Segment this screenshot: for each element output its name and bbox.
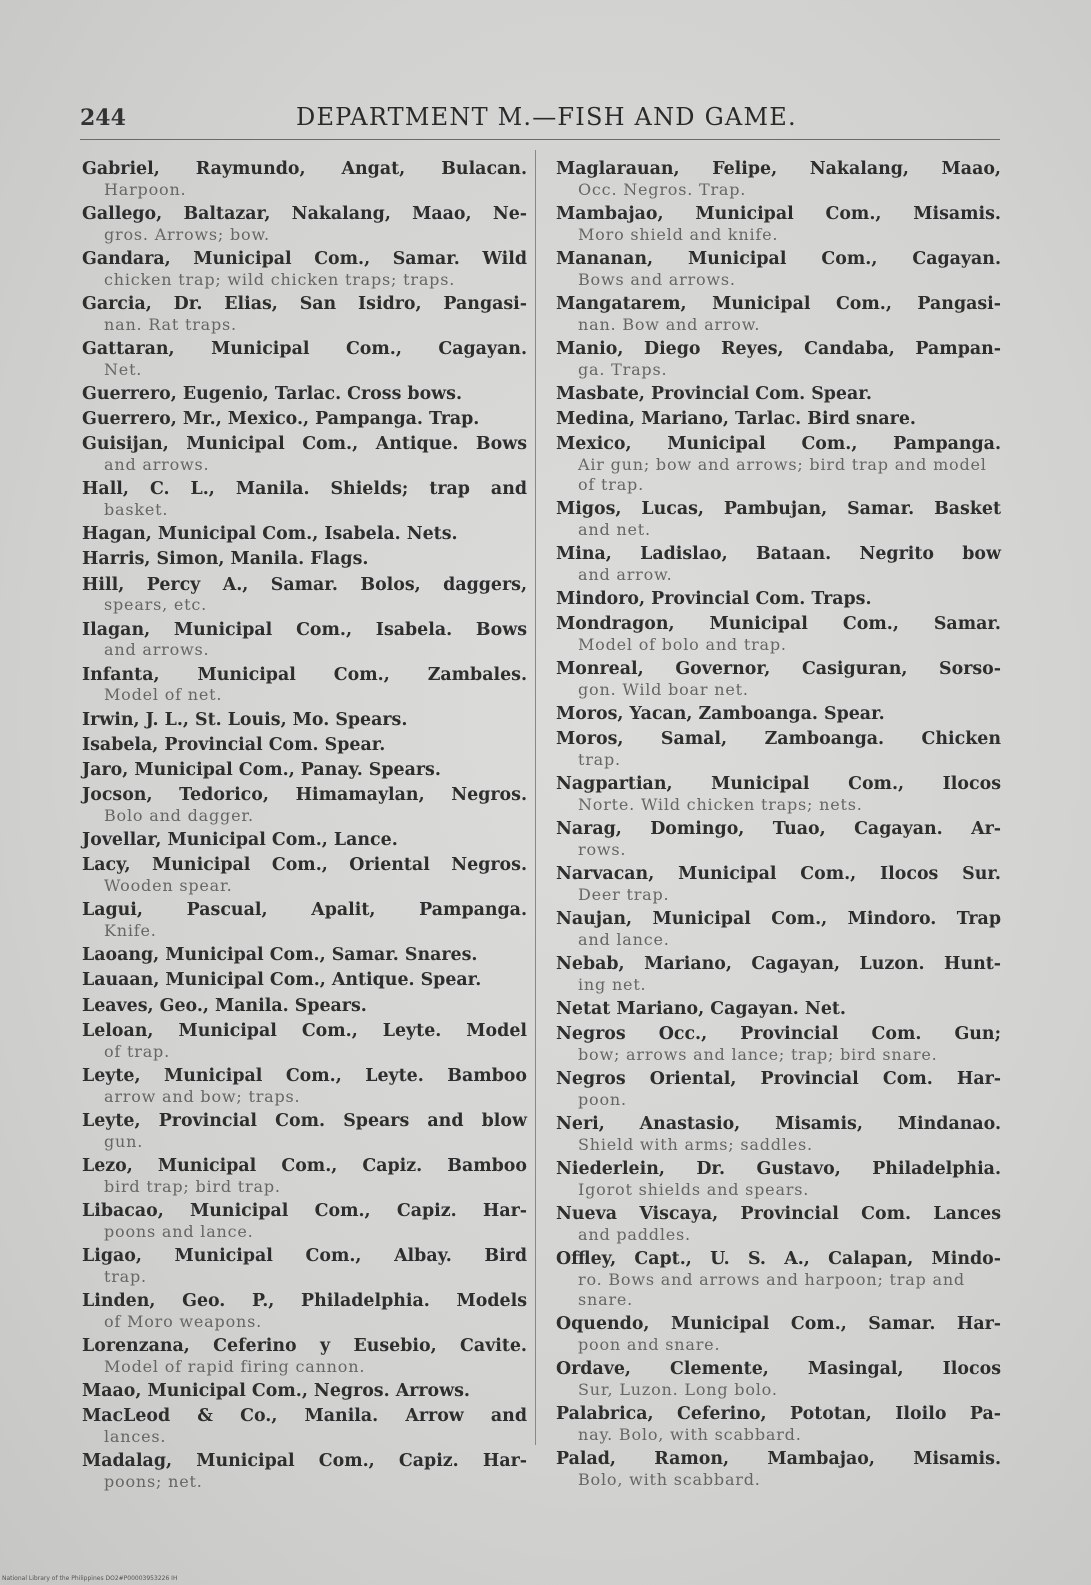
index-entry bbox=[82, 435, 527, 475]
entry-name: Gandara, Municipal Com., Samar. Wild bbox=[82, 248, 527, 269]
entry-name: Ordave, Clemente, Masingal, Ilocos bbox=[556, 1359, 1001, 1380]
index-entry bbox=[82, 621, 527, 661]
entry-name: Hill, Percy A., Samar. Bolos, daggers, bbox=[82, 574, 527, 595]
entry-description: ing net. bbox=[578, 975, 647, 995]
entry-name: Gallego, Baltazar, Nakalang, Maao, Ne- bbox=[82, 203, 527, 224]
entry-name: Migos, Lucas, Pambujan, Samar. Basket bbox=[556, 499, 1001, 520]
entry-name: Garcia, Dr. Elias, San Isidro, Pangasi- bbox=[82, 293, 527, 314]
entry-name: Guisijan, Municipal Com., Antique. Bows bbox=[82, 434, 527, 455]
entry-description: poons and lance. bbox=[104, 1221, 254, 1241]
entry-description: and paddles. bbox=[578, 1225, 691, 1245]
index-entry bbox=[556, 910, 1001, 950]
index-entry bbox=[82, 525, 527, 545]
entry-name: Lauaan, Municipal Com., Antique. Spear. bbox=[82, 970, 482, 991]
index-entry bbox=[82, 997, 527, 1017]
entry-description: Model of rapid firing cannon. bbox=[104, 1356, 366, 1376]
entry-description: trap. bbox=[578, 750, 621, 770]
entry-description: poons; net. bbox=[104, 1471, 203, 1491]
index-entry bbox=[82, 1382, 527, 1402]
entry-description: spears, etc. bbox=[104, 595, 208, 615]
entry-description: nan. Bow and arrow. bbox=[578, 314, 761, 334]
entry-description: ga. Traps. bbox=[578, 359, 668, 379]
index-entry bbox=[82, 1247, 527, 1287]
entry-name: Guerrero, Mr., Mexico., Pampanga. Trap. bbox=[82, 409, 480, 430]
entry-description: Model of bolo and trap. bbox=[578, 635, 787, 655]
index-entry bbox=[82, 946, 527, 966]
entry-name: Jovellar, Municipal Com., Lance. bbox=[82, 830, 398, 851]
entry-name: Narvacan, Municipal Com., Ilocos Sur. bbox=[556, 864, 1001, 885]
entry-name: Nueva Viscaya, Provincial Com. Lances bbox=[556, 1204, 1001, 1225]
index-entry bbox=[556, 865, 1001, 905]
index-entry bbox=[556, 1160, 1001, 1200]
index-entry bbox=[556, 205, 1001, 245]
entry-description: nay. Bolo, with scabbard. bbox=[578, 1424, 802, 1444]
entry-name: Lezo, Municipal Com., Capiz. Bamboo bbox=[82, 1155, 527, 1176]
entry-name: Jaro, Municipal Com., Panay. Spears. bbox=[82, 759, 441, 780]
index-entry bbox=[82, 831, 527, 851]
index-entry bbox=[82, 856, 527, 896]
entry-name: Hagan, Municipal Com., Isabela. Nets. bbox=[82, 524, 458, 545]
entry-description: Knife. bbox=[104, 921, 157, 941]
entry-description: Deer trap. bbox=[578, 885, 670, 905]
index-entry bbox=[82, 1157, 527, 1197]
entry-name: Infanta, Municipal Com., Zambales. bbox=[82, 664, 527, 685]
index-entry bbox=[556, 1405, 1001, 1445]
index-entry bbox=[556, 1070, 1001, 1110]
entry-description: bird trap; bird trap. bbox=[104, 1176, 281, 1196]
index-entry bbox=[556, 410, 1001, 430]
entry-description: lances. bbox=[104, 1426, 167, 1446]
index-entry bbox=[82, 550, 527, 570]
index-entry bbox=[556, 660, 1001, 700]
entry-name: Netat Mariano, Cagayan. Net. bbox=[556, 999, 846, 1020]
entry-description: Bolo, with scabbard. bbox=[578, 1469, 761, 1489]
index-entry bbox=[82, 385, 527, 405]
index-entry bbox=[556, 295, 1001, 335]
entry-name: Lacy, Municipal Com., Oriental Negros. bbox=[82, 855, 527, 876]
entry-description: nan. Rat traps. bbox=[104, 314, 237, 334]
index-entry bbox=[82, 1292, 527, 1332]
index-entry bbox=[82, 1022, 527, 1062]
page-header bbox=[80, 105, 1000, 140]
entry-name: Palabrica, Ceferino, Pototan, Iloilo Pa- bbox=[556, 1404, 1001, 1425]
entry-name: Mina, Ladislao, Bataan. Negrito bow bbox=[556, 544, 1001, 565]
entry-name: Maglarauan, Felipe, Nakalang, Maao, bbox=[556, 159, 1001, 179]
entry-description: gros. Arrows; bow. bbox=[104, 224, 270, 244]
index-entry bbox=[82, 1337, 527, 1377]
entry-name: Ligao, Municipal Com., Albay. Bird bbox=[82, 1245, 527, 1266]
entry-name: Masbate, Provincial Com. Spear. bbox=[556, 383, 872, 404]
entry-name: Mananan, Municipal Com., Cagayan. bbox=[556, 248, 1001, 269]
entry-description: and arrows. bbox=[104, 455, 210, 475]
footer-credit: National Library of the Philippines DO2#P00003953226 IH bbox=[2, 1575, 178, 1582]
index-entry bbox=[82, 666, 527, 706]
index-entry bbox=[82, 711, 527, 731]
entry-description: gun. bbox=[104, 1131, 144, 1151]
index-entry bbox=[556, 1360, 1001, 1400]
index-entry bbox=[82, 971, 527, 991]
index-entry bbox=[556, 705, 1001, 725]
entry-name: Monreal, Governor, Casiguran, Sorso- bbox=[556, 659, 1001, 680]
column-divider bbox=[535, 150, 536, 1445]
index-entry bbox=[82, 1067, 527, 1107]
entry-name: Neri, Anastasio, Misamis, Mindanao. bbox=[556, 1114, 1001, 1135]
entry-name: Moros, Yacan, Zamboanga. Spear. bbox=[556, 704, 885, 725]
index-entry bbox=[82, 1112, 527, 1152]
entry-name: Gabriel, Raymundo, Angat, Bulacan. bbox=[82, 159, 527, 179]
entry-description: and net. bbox=[578, 519, 651, 539]
entry-description: Model of net. bbox=[104, 685, 223, 705]
entry-description: bow; arrows and lance; trap; bird snare. bbox=[578, 1045, 938, 1065]
entry-name: Palad, Ramon, Mambajao, Misamis. bbox=[556, 1449, 1001, 1470]
index-entry bbox=[82, 250, 527, 290]
index-entry bbox=[556, 1000, 1001, 1020]
entry-name: Gattaran, Municipal Com., Cagayan. bbox=[82, 338, 527, 359]
entry-name: Leloan, Municipal Com., Leyte. Model bbox=[82, 1020, 527, 1041]
index-entry bbox=[82, 736, 527, 756]
entry-description: Bows and arrows. bbox=[578, 269, 736, 289]
index-entry bbox=[82, 160, 527, 200]
entry-name: MacLeod & Co., Manila. Arrow and bbox=[82, 1405, 527, 1426]
entry-description: poon. bbox=[578, 1090, 627, 1110]
entry-description: trap. bbox=[104, 1266, 147, 1286]
entry-description: ro. Bows and arrows and harpoon; trap and snare. bbox=[578, 1270, 965, 1309]
entry-name: Medina, Mariano, Tarlac. Bird snare. bbox=[556, 409, 916, 430]
index-entry bbox=[556, 775, 1001, 815]
entry-name: Manio, Diego Reyes, Candaba, Pampan- bbox=[556, 338, 1001, 359]
entry-name: Libacao, Municipal Com., Capiz. Har- bbox=[82, 1200, 527, 1221]
entry-name: Negros Oriental, Provincial Com. Har- bbox=[556, 1069, 1001, 1090]
entry-description: and lance. bbox=[578, 930, 670, 950]
entry-description: basket. bbox=[104, 500, 169, 520]
entry-description: Norte. Wild chicken traps; nets. bbox=[578, 795, 863, 815]
index-entry bbox=[82, 410, 527, 430]
entry-name: Nebab, Mariano, Cagayan, Luzon. Hunt- bbox=[556, 954, 1001, 975]
index-entry bbox=[556, 435, 1001, 494]
index-entry bbox=[556, 820, 1001, 860]
entry-description: arrow and bow; traps. bbox=[104, 1086, 301, 1106]
entry-description: Bolo and dagger. bbox=[104, 805, 254, 825]
entry-name: Madalag, Municipal Com., Capiz. Har- bbox=[82, 1450, 527, 1471]
index-entry bbox=[82, 1407, 527, 1447]
entry-description: rows. bbox=[578, 840, 627, 860]
entry-description: of Moro weapons. bbox=[104, 1311, 263, 1331]
entry-name: Oquendo, Municipal Com., Samar. Har- bbox=[556, 1314, 1001, 1335]
index-entry bbox=[556, 1025, 1001, 1065]
page-number: 244 bbox=[80, 105, 126, 131]
index-entry bbox=[556, 1205, 1001, 1245]
index-entry bbox=[82, 901, 527, 941]
entry-description: of trap. bbox=[104, 1041, 170, 1061]
index-entry bbox=[556, 730, 1001, 770]
index-entry bbox=[82, 295, 527, 335]
entry-description: Occ. Negros. Trap. bbox=[578, 179, 747, 199]
entry-name: Nagpartian, Municipal Com., Ilocos bbox=[556, 774, 1001, 795]
entry-name: Mondragon, Municipal Com., Samar. bbox=[556, 614, 1001, 635]
index-entry bbox=[82, 786, 527, 826]
entry-description: Moro shield and knife. bbox=[578, 224, 779, 244]
index-entry bbox=[556, 1250, 1001, 1309]
index-entry bbox=[82, 340, 527, 380]
entry-name: Harris, Simon, Manila. Flags. bbox=[82, 549, 369, 570]
entry-description: Air gun; bow and arrows; bird trap and model of trap. bbox=[578, 455, 987, 494]
index-entry bbox=[556, 250, 1001, 290]
index-entry bbox=[556, 340, 1001, 380]
index-entry bbox=[82, 761, 527, 781]
entry-name: Negros Occ., Provincial Com. Gun; bbox=[556, 1024, 1001, 1045]
entry-description: Sur, Luzon. Long bolo. bbox=[578, 1379, 778, 1399]
index-entry bbox=[556, 545, 1001, 585]
index-entry bbox=[556, 1450, 1001, 1490]
index-entry bbox=[556, 160, 1001, 200]
index-entry bbox=[82, 1202, 527, 1242]
index-entry bbox=[82, 576, 527, 616]
index-entry bbox=[556, 590, 1001, 610]
entry-name: Maao, Municipal Com., Negros. Arrows. bbox=[82, 1380, 470, 1401]
entry-name: Mangatarem, Municipal Com., Pangasi- bbox=[556, 293, 1001, 314]
entry-description: chicken trap; wild chicken traps; traps. bbox=[104, 269, 456, 289]
entry-name: Narag, Domingo, Tuao, Cagayan. Ar- bbox=[556, 819, 1001, 840]
right-column bbox=[556, 160, 1001, 1495]
index-entry bbox=[556, 955, 1001, 995]
entry-description: Harpoon. bbox=[104, 179, 187, 199]
index-entry bbox=[556, 1315, 1001, 1355]
entry-description: gon. Wild boar net. bbox=[578, 680, 749, 700]
entry-name: Hall, C. L., Manila. Shields; trap and bbox=[82, 479, 527, 500]
entry-name: Irwin, J. L., St. Louis, Mo. Spears. bbox=[82, 709, 408, 730]
index-entry bbox=[82, 205, 527, 245]
entry-name: Linden, Geo. P., Philadelphia. Models bbox=[82, 1290, 527, 1311]
entry-name: Leyte, Provincial Com. Spears and blow bbox=[82, 1110, 527, 1131]
entry-description: Net. bbox=[104, 359, 143, 379]
entry-name: Leyte, Municipal Com., Leyte. Bamboo bbox=[82, 1065, 527, 1086]
entry-name: Leaves, Geo., Manila. Spears. bbox=[82, 995, 367, 1016]
entry-description: Wooden spear. bbox=[104, 876, 233, 896]
entry-name: Mambajao, Municipal Com., Misamis. bbox=[556, 203, 1001, 224]
index-entry bbox=[82, 480, 527, 520]
index-entry bbox=[556, 500, 1001, 540]
index-entry bbox=[556, 1115, 1001, 1155]
entry-name: Jocson, Tedorico, Himamaylan, Negros. bbox=[82, 785, 527, 806]
entry-name: Mindoro, Provincial Com. Traps. bbox=[556, 589, 872, 610]
entry-name: Niederlein, Dr. Gustavo, Philadelphia. bbox=[556, 1159, 1001, 1180]
entry-name: Mexico, Municipal Com., Pampanga. bbox=[556, 434, 1001, 455]
entry-description: and arrows. bbox=[104, 640, 210, 660]
entry-description: Shield with arms; saddles. bbox=[578, 1135, 813, 1155]
left-column bbox=[82, 160, 527, 1497]
entry-name: Laoang, Municipal Com., Samar. Snares. bbox=[82, 945, 478, 966]
entry-description: poon and snare. bbox=[578, 1334, 721, 1354]
entry-description: and arrow. bbox=[578, 564, 673, 584]
entry-name: Ilagan, Municipal Com., Isabela. Bows bbox=[82, 619, 527, 640]
index-entry bbox=[82, 1452, 527, 1492]
entry-name: Naujan, Municipal Com., Mindoro. Trap bbox=[556, 909, 1001, 930]
index-entry bbox=[556, 385, 1001, 405]
running-head: DEPARTMENT M.—FISH AND GAME. bbox=[296, 103, 797, 131]
entry-name: Guerrero, Eugenio, Tarlac. Cross bows. bbox=[82, 383, 462, 404]
entry-name: Lagui, Pascual, Apalit, Pampanga. bbox=[82, 900, 527, 921]
entry-name: Moros, Samal, Zamboanga. Chicken bbox=[556, 729, 1001, 750]
entry-description: Igorot shields and spears. bbox=[578, 1180, 810, 1200]
entry-name: Isabela, Provincial Com. Spear. bbox=[82, 734, 386, 755]
entry-name: Offley, Capt., U. S. A., Calapan, Mindo- bbox=[556, 1249, 1001, 1270]
index-entry bbox=[556, 615, 1001, 655]
entry-name: Lorenzana, Ceferino y Eusebio, Cavite. bbox=[82, 1335, 527, 1356]
